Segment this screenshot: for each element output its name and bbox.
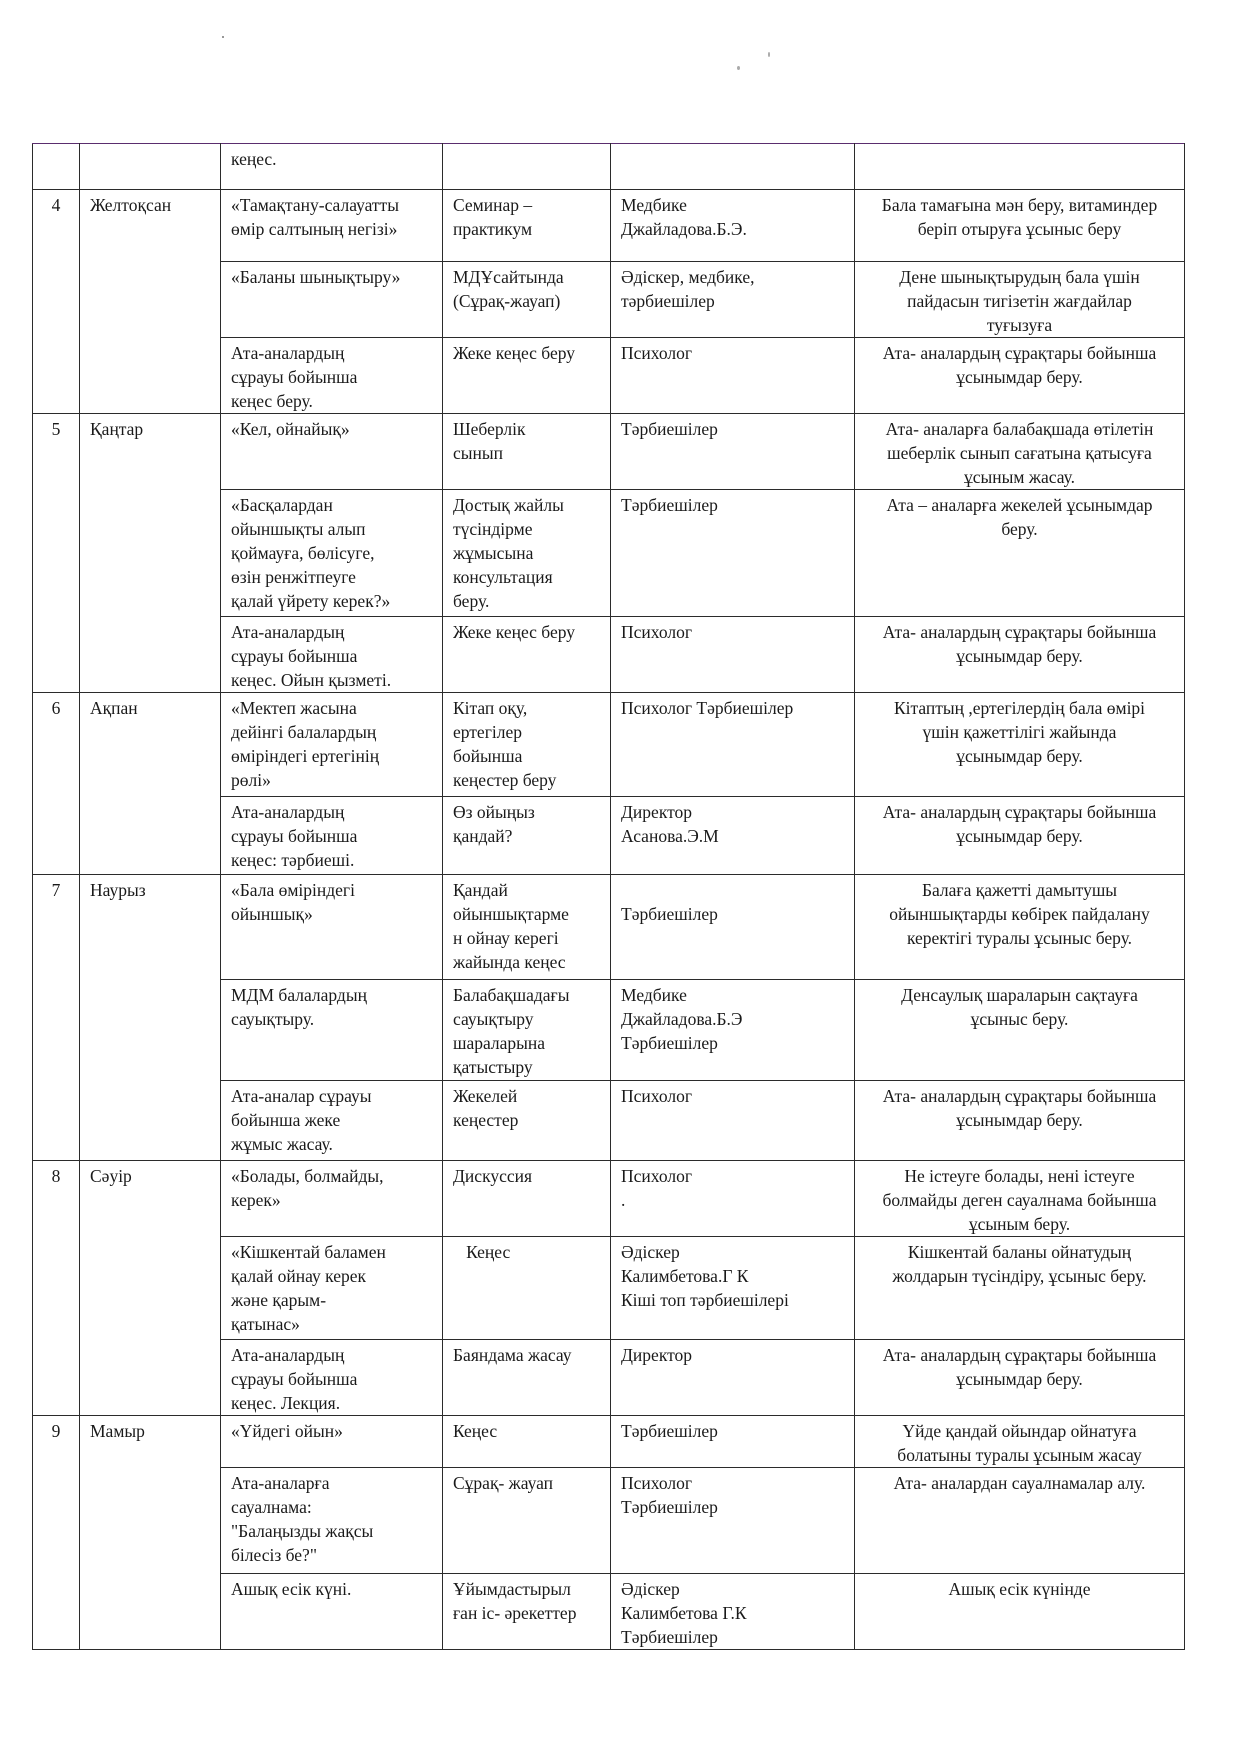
cell-text-line: Медбике — [621, 985, 687, 1005]
cell-text-line: туғызуға — [986, 315, 1053, 335]
form-cell — [443, 338, 611, 414]
responsible-cell — [611, 1468, 855, 1574]
recommendation-cell — [855, 190, 1185, 262]
cell-text-line: және қарым- — [231, 1290, 327, 1310]
cell-text-line: Жеке кеңес беру — [453, 343, 576, 363]
cell-text-line: өмір салтының негізі» — [231, 219, 398, 239]
cell-text-line: жұмысына — [453, 543, 534, 563]
topic-cell — [221, 190, 443, 262]
cell-text-line: Шеберлік — [453, 419, 526, 439]
table-row — [33, 693, 1185, 797]
cell-text-line: Жекелей — [453, 1086, 518, 1106]
form-cell — [443, 144, 611, 190]
topic-cell — [221, 1161, 443, 1237]
cell-text-line: сауалнама: — [231, 1497, 312, 1517]
recommendation-cell — [855, 1237, 1185, 1340]
month-cell: Желтоқсан — [80, 190, 221, 414]
form-cell — [443, 1416, 611, 1468]
recommendation-cell — [855, 797, 1185, 875]
cell-text-line: болатыны туралы ұсыным жасау — [897, 1445, 1142, 1465]
cell-text-line: Өз ойыңыз — [453, 802, 535, 822]
cell-text-line: Ата-аналардың — [231, 1345, 345, 1365]
row-number-cell: 4 — [33, 190, 80, 414]
responsible-cell — [611, 490, 855, 617]
cell-text-line: ұсыным беру. — [968, 1214, 1071, 1234]
responsible-cell — [611, 693, 855, 797]
cell-text-line: ған іс- әрекеттер — [453, 1603, 577, 1623]
form-cell — [443, 190, 611, 262]
row-number-cell: 7 — [33, 875, 80, 1161]
cell-text-line: ойыншықтарды көбірек пайдалану — [889, 904, 1150, 924]
month-cell: Ақпан — [80, 693, 221, 875]
month-cell: Мамыр — [80, 1416, 221, 1650]
form-cell — [443, 980, 611, 1081]
cell-text-line: консультация — [453, 567, 553, 587]
responsible-cell — [611, 1161, 855, 1237]
cell-text-line: Психолог — [621, 1086, 693, 1106]
cell-text-line: (Сұрақ-жауап) — [453, 291, 561, 311]
cell-text-line: «Мектеп жасына — [231, 698, 357, 718]
responsible-cell — [611, 797, 855, 875]
cell-text-line: Медбике — [621, 195, 687, 215]
cell-text-line: сауықтыру — [453, 1009, 534, 1029]
cell-text-line: сұрауы бойынша — [231, 826, 358, 846]
recommendation-cell — [855, 1340, 1185, 1416]
responsible-cell — [611, 414, 855, 490]
cell-text-line: керектігі туралы ұсыныс беру. — [906, 928, 1133, 948]
cell-text-line: Дискуссия — [453, 1166, 533, 1186]
cell-text-line: Ата-аналардың — [231, 343, 345, 363]
cell-text-line: өзін ренжітпеуге — [231, 567, 356, 587]
form-cell — [443, 414, 611, 490]
responsible-cell — [611, 262, 855, 338]
topic-cell — [221, 338, 443, 414]
cell-text-line: «Кел, ойнайық» — [231, 419, 350, 439]
cell-text-line: бойынша — [453, 746, 523, 766]
cell-text-line: Ашық есік күні. — [231, 1579, 352, 1599]
cell-text-line: Ата- аналарға балабақшада өтілетін — [885, 419, 1154, 439]
cell-text-line: бойынша жеке — [231, 1110, 341, 1130]
cell-text-line: өміріндегі ертегінің — [231, 746, 380, 766]
cell-text-line: Тәрбиешілер — [621, 1421, 718, 1441]
recommendation-cell — [855, 617, 1185, 693]
cell-text-line: қандай? — [453, 826, 513, 846]
cell-text-line: «Болады, болмайды, — [231, 1166, 384, 1186]
responsible-cell — [611, 875, 855, 980]
cell-text-line: Психолог — [621, 622, 693, 642]
responsible-cell — [611, 1416, 855, 1468]
topic-cell — [221, 414, 443, 490]
cell-text-line: Тәрбиешілер — [621, 904, 718, 924]
scan-speck — [222, 36, 224, 38]
form-cell — [443, 1237, 611, 1340]
responsible-cell — [611, 617, 855, 693]
form-cell — [443, 490, 611, 617]
recommendation-cell — [855, 875, 1185, 980]
form-cell — [443, 1468, 611, 1574]
topic-cell — [221, 262, 443, 338]
cell-text-line: қалай ойнау керек — [231, 1266, 367, 1286]
row-number-cell: 9 — [33, 1416, 80, 1650]
cell-text-line: Ата- аналардан сауалнамалар алу. — [893, 1473, 1146, 1493]
cell-text-line: Асанова.Э.М — [621, 826, 719, 846]
cell-text-line: рөлі» — [231, 770, 271, 790]
cell-text-line: кеңестер — [453, 1110, 519, 1130]
topic-cell — [221, 980, 443, 1081]
cell-text-line: Кітап оқу, — [453, 698, 528, 718]
cell-text-line: ойыншықты алып — [231, 519, 366, 539]
recommendation-cell — [855, 414, 1185, 490]
cell-text-line: шараларына — [453, 1033, 546, 1053]
cell-text-line: Психолог — [621, 1166, 693, 1186]
cell-text-line: «Үйдегі ойын» — [231, 1421, 343, 1441]
cell-text-line: Не істеуге болады, нені істеуге — [904, 1166, 1135, 1186]
recommendation-cell — [855, 1468, 1185, 1574]
cell-text-line: Ата- аналардың сұрақтары бойынша — [882, 802, 1157, 822]
recommendation-cell — [855, 1081, 1185, 1161]
cell-text-line: ұсыным жасау. — [964, 467, 1075, 487]
row-number-cell — [33, 144, 80, 190]
form-cell — [443, 1574, 611, 1650]
cell-text-line: Ұйымдастырыл — [453, 1579, 571, 1599]
work-plan-table — [32, 143, 1185, 1650]
cell-text-line: сынып — [453, 443, 504, 463]
topic-cell — [221, 1237, 443, 1340]
cell-text-line: Кеңес — [453, 1421, 498, 1441]
cell-text-line: "Балаңызды жақсы — [231, 1521, 374, 1541]
cell-text-line: ұсынымдар беру. — [956, 746, 1083, 766]
table-row — [33, 1161, 1185, 1237]
cell-text-line: Семинар – — [453, 195, 533, 215]
cell-text-line: Кіші топ тәрбиешілері — [621, 1290, 789, 1310]
cell-text-line: Қандай — [453, 880, 508, 900]
cell-text-line: керек» — [231, 1190, 281, 1210]
cell-text-line: Достық жайлы — [453, 495, 564, 515]
cell-text-line: «Бала өміріндегі — [231, 880, 355, 900]
cell-text-line: Джайладова.Б.Э — [621, 1009, 743, 1029]
cell-text-line: Әдіскер, медбике, — [621, 267, 755, 287]
cell-text-line: тәрбиешілер — [621, 291, 715, 311]
cell-text-line: сұрауы бойынша — [231, 1369, 358, 1389]
cell-text-line: Ата- аналардың сұрақтары бойынша — [882, 343, 1157, 363]
cell-text-line: Ата-аналардың — [231, 802, 345, 822]
cell-text-line: Балаға қажетті дамытушы — [921, 880, 1118, 900]
cell-text-line: Психолог — [621, 343, 693, 363]
recommendation-cell — [855, 980, 1185, 1081]
cell-text-line: Тәрбиешілер — [621, 495, 718, 515]
cell-text-line: беріп отыруға ұсыныс беру — [917, 219, 1122, 239]
responsible-cell — [611, 1237, 855, 1340]
cell-text-line: Дене шынықтырудың бала үшін — [899, 267, 1140, 287]
cell-text-line: сұрауы бойынша — [231, 646, 358, 666]
topic-cell — [221, 875, 443, 980]
cell-text-line: кеңес. — [231, 149, 277, 169]
cell-text-line: Тәрбиешілер — [621, 1627, 718, 1647]
cell-text-line: болмайды деген сауалнама бойынша — [882, 1190, 1157, 1210]
form-cell — [443, 797, 611, 875]
cell-text-line: Ата-аналарға — [231, 1473, 330, 1493]
recommendation-cell — [855, 490, 1185, 617]
cell-text-line: Әдіскер — [621, 1242, 680, 1262]
cell-text-line: жайында кеңес — [453, 952, 566, 972]
responsible-cell — [611, 144, 855, 190]
topic-cell — [221, 1081, 443, 1161]
cell-text-line: Директор — [621, 802, 693, 822]
cell-text-line: Кітаптың ,ертегілердің бала өмірі — [893, 698, 1146, 718]
recommendation-cell — [855, 144, 1185, 190]
cell-text-line: сұрауы бойынша — [231, 367, 358, 387]
form-cell — [443, 1161, 611, 1237]
month-cell — [80, 144, 221, 190]
cell-text-line: ұсынымдар беру. — [956, 1369, 1083, 1389]
topic-cell — [221, 693, 443, 797]
cell-text-line: ойыншық» — [231, 904, 313, 924]
recommendation-cell — [855, 1416, 1185, 1468]
cell-text-line: Ата-аналар сұрауы — [231, 1086, 372, 1106]
form-cell — [443, 875, 611, 980]
cell-text-line: Тәрбиешілер — [621, 1033, 718, 1053]
cell-text-line: Джайладова.Б.Э. — [621, 219, 747, 239]
cell-text-line: сауықтыру. — [231, 1009, 315, 1029]
cell-text-line: Бала тамағына мән беру, витаминдер — [881, 195, 1158, 215]
cell-text-line: . — [621, 1190, 626, 1210]
topic-cell — [221, 1416, 443, 1468]
cell-text-line: Үйде қандай ойындар ойнатуға — [902, 1421, 1137, 1441]
cell-text-line: кеңес. Ойын қызметі. — [231, 670, 392, 690]
cell-text-line: Кішкентай баланы ойнатудың — [907, 1242, 1132, 1262]
cell-text-line: Тәрбиешілер — [621, 419, 718, 439]
cell-text-line: шеберлік сынып сағатына қатысуға — [887, 443, 1152, 463]
form-cell — [443, 262, 611, 338]
cell-text-line: Директор — [621, 1345, 693, 1365]
scan-speck — [737, 66, 740, 70]
recommendation-cell — [855, 262, 1185, 338]
row-number-cell: 8 — [33, 1161, 80, 1416]
responsible-cell — [611, 1340, 855, 1416]
cell-text-line: Ата – аналарға жекелей ұсынымдар — [886, 495, 1153, 515]
table-row — [33, 144, 1185, 190]
recommendation-cell — [855, 693, 1185, 797]
recommendation-cell — [855, 1161, 1185, 1237]
topic-cell — [221, 144, 443, 190]
cell-text-line: «Басқалардан — [231, 495, 333, 515]
cell-text-line: Әдіскер — [621, 1579, 680, 1599]
month-cell: Сәуір — [80, 1161, 221, 1416]
cell-text-line: қатынас» — [231, 1314, 300, 1334]
cell-text-line: білесіз бе?" — [231, 1545, 317, 1565]
cell-text-line: Денсаулық шараларын сақтауға — [901, 985, 1138, 1005]
row-number-cell: 6 — [33, 693, 80, 875]
month-cell: Наурыз — [80, 875, 221, 1161]
cell-text-line: қалай үйрету керек?» — [231, 591, 391, 611]
cell-text-line: практикум — [453, 219, 533, 239]
cell-text-line: ертегілер — [453, 722, 522, 742]
topic-cell — [221, 797, 443, 875]
cell-text-line: Баяндама жасау — [453, 1345, 572, 1365]
cell-text-line: Калимбетова Г.К — [621, 1603, 747, 1623]
cell-text-line: н ойнау керегі — [453, 928, 559, 948]
cell-text-line: жұмыс жасау. — [231, 1134, 333, 1154]
topic-cell — [221, 1468, 443, 1574]
cell-text-line: ұсынымдар беру. — [956, 367, 1083, 387]
responsible-cell — [611, 1081, 855, 1161]
cell-text-line: Ашық есік күнінде — [948, 1579, 1091, 1599]
cell-text-line: беру. — [1001, 519, 1038, 539]
cell-text-line: МДҰсайтында — [453, 267, 564, 287]
row-number-cell: 5 — [33, 414, 80, 693]
form-cell — [443, 1081, 611, 1161]
cell-text-line: кеңестер беру — [453, 770, 557, 790]
cell-text-line: түсіндірме — [453, 519, 533, 539]
cell-text-line: МДМ балалардың — [231, 985, 367, 1005]
cell-text-line: «Баланы шынықтыру» — [231, 267, 401, 287]
cell-text-line: Психолог Тәрбиешілер — [621, 698, 794, 718]
cell-text-line: Жеке кеңес беру — [453, 622, 576, 642]
cell-text-line: Ата- аналардың сұрақтары бойынша — [882, 1086, 1157, 1106]
responsible-cell — [611, 1574, 855, 1650]
responsible-cell — [611, 980, 855, 1081]
cell-text-line: дейінгі балалардың — [231, 722, 377, 742]
scan-speck — [768, 52, 770, 57]
cell-text-line: Кеңес — [453, 1242, 511, 1262]
cell-text-line: Балабақшадағы — [453, 985, 570, 1005]
recommendation-cell — [855, 1574, 1185, 1650]
cell-text-line — [621, 878, 844, 902]
cell-text-line: Сұрақ- жауап — [453, 1473, 554, 1493]
cell-text-line: «Кішкентай баламен — [231, 1242, 386, 1262]
topic-cell — [221, 617, 443, 693]
cell-text-line: Калимбетова.Г К — [621, 1266, 749, 1286]
cell-text-line: Ата- аналардың сұрақтары бойынша — [882, 622, 1157, 642]
cell-text-line: Психолог — [621, 1473, 693, 1493]
cell-text-line: ұсынымдар беру. — [956, 1110, 1083, 1130]
table-row — [33, 414, 1185, 490]
cell-text-line: ұсынымдар беру. — [956, 826, 1083, 846]
form-cell — [443, 1340, 611, 1416]
cell-text-line: қатыстыру — [453, 1057, 533, 1077]
form-cell — [443, 617, 611, 693]
form-cell — [443, 693, 611, 797]
topic-cell — [221, 490, 443, 617]
cell-text-line: ойыншықтарме — [453, 904, 569, 924]
month-cell: Қаңтар — [80, 414, 221, 693]
cell-text-line: кеңес беру. — [231, 391, 313, 411]
cell-text-line: беру. — [453, 591, 490, 611]
cell-text-line: «Тамақтану-салауатты — [231, 195, 399, 215]
cell-text-line: Тәрбиешілер — [621, 1497, 718, 1517]
responsible-cell — [611, 338, 855, 414]
topic-cell — [221, 1340, 443, 1416]
cell-text-line: ұсынымдар беру. — [956, 646, 1083, 666]
table-row — [33, 190, 1185, 262]
table-row — [33, 875, 1185, 980]
cell-text-line: кеңес. Лекция. — [231, 1393, 341, 1413]
table-row — [33, 1416, 1185, 1468]
responsible-cell — [611, 190, 855, 262]
cell-text-line: Ата- аналардың сұрақтары бойынша — [882, 1345, 1157, 1365]
cell-text-line: жолдарын түсіндіру, ұсыныс беру. — [892, 1266, 1147, 1286]
cell-text-line: үшін қажеттілігі жайында — [922, 722, 1117, 742]
recommendation-cell — [855, 338, 1185, 414]
topic-cell — [221, 1574, 443, 1650]
cell-text-line: Ата-аналардың — [231, 622, 345, 642]
cell-text-line: кеңес: тәрбиеші. — [231, 850, 355, 870]
cell-text-line: ұсыныс беру. — [970, 1009, 1069, 1029]
cell-text-line: қоймауға, бөлісуге, — [231, 543, 375, 563]
cell-text-line: пайдасын тигізетін жағдайлар — [907, 291, 1132, 311]
